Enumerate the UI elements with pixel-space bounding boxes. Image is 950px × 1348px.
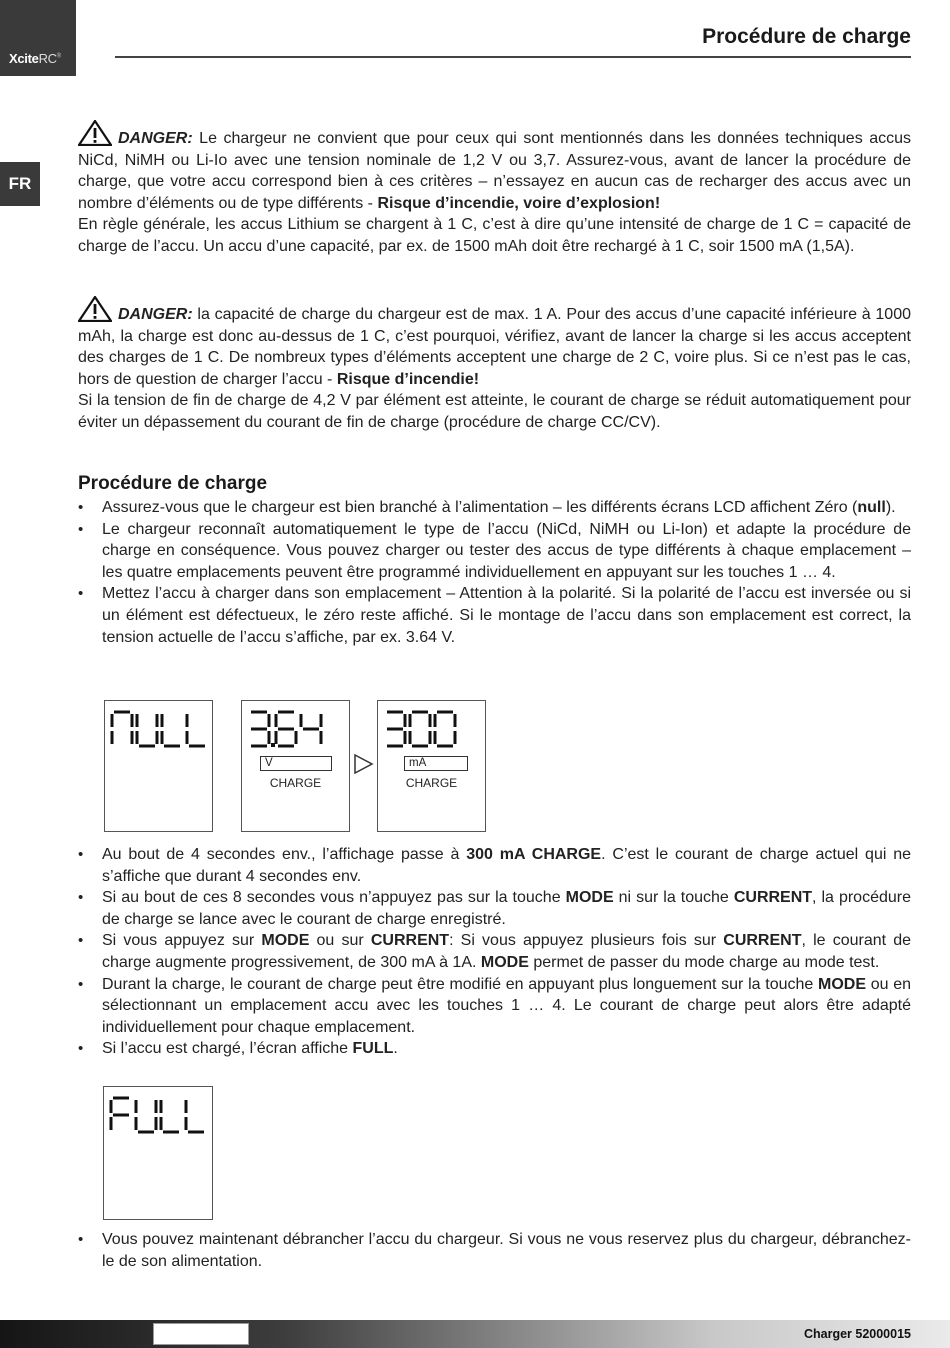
text-bold: MODE [818, 975, 866, 993]
arrow-right-icon [352, 754, 374, 774]
lcd-charge-label: CHARGE [405, 776, 458, 790]
brand-name: Xcite [9, 51, 39, 66]
text: . [393, 1040, 398, 1058]
list-item [78, 887, 911, 930]
danger-block-1 [78, 120, 911, 258]
final-list [78, 1229, 911, 1272]
danger-paragraph-1 [78, 120, 911, 214]
lcd-digit [162, 714, 180, 746]
brand-suffix: RC [38, 51, 57, 66]
text: permet de passer du mode charge au mode test. [528, 953, 880, 971]
text-bold: MODE [261, 932, 310, 950]
lcd-digit [251, 712, 269, 746]
lcd-digit [435, 712, 455, 746]
footer-product-code: Charger 52000015 [803, 1327, 911, 1341]
danger-emphasis: Risque d’incendie! [336, 370, 480, 388]
warning-triangle-icon [78, 120, 112, 146]
list-item [78, 974, 911, 1039]
lcd-digit [187, 714, 205, 746]
lcd-digits [378, 701, 485, 756]
list-item [78, 844, 911, 887]
brand-logo-text [9, 51, 61, 66]
lcd-charge-label: CHARGE [269, 776, 322, 790]
lcd-display-voltage [241, 700, 350, 832]
cc-cv-paragraph: Si la tension de fin de charge de 4,2 V par élément est atteinte, le courant de charge se réduit automatiquement pour éviter un dépassement du courant de fin de charge (procédure de charge CC/CV). [78, 392, 911, 431]
text: ou en sélectionnant un emplacement accu avec les touches 1 … 4. Le courant de charge peut alors être adapté individuellement pour chaque emplacement. [102, 975, 912, 1036]
danger-label: DANGER: [118, 306, 193, 323]
language-tab: FR [0, 162, 40, 206]
text-bold: FULL [352, 1040, 394, 1058]
lcd-unit-field: mA [404, 756, 468, 771]
list-item [78, 930, 911, 973]
text-bold: MODE [565, 889, 614, 907]
list-item: • Le chargeur reconnaît automatiquement le type de l’accu (NiCd, NiMH ou Li-Ion) et adapte la procédure de charge en conséquence. Vous pouvez charger ou tester des accus de type différents à chaque emplacement – les quatre emplacements peuvent être programmé individuellement en appuyant sur les touches 1 … 4. [78, 519, 911, 584]
text: Si au bout de ces 8 secondes vous n’appuyez pas sur la touche [102, 889, 566, 907]
lcd-display-full [103, 1086, 213, 1220]
text: Si l’accu est chargé, l’écran affiche [102, 1040, 353, 1058]
list-item [78, 1038, 911, 1060]
lithium-paragraph: En règle générale, les accus Lithium se chargent à 1 C, c’est à dire qu’une intensité de charge de 1 C = capacité de charge de l’accu. Un accu d’une capacité, par ex. de 1500 mAh doit être rechargé à 1 C, soir 1500 mA (1,5A). [78, 216, 911, 255]
danger-emphasis: Risque d’incendie, voire d’explosion! [377, 194, 661, 212]
brand-logo [0, 0, 76, 76]
text: Assurez-vous que le chargeur est bien branché à l’alimentation – les différents écrans LCD affichent Zéro ( [102, 499, 858, 516]
lcd-unit-field: V [260, 756, 332, 771]
lcd-digit [112, 712, 132, 744]
lcd-digit [136, 1100, 156, 1132]
text: ni sur la touche [613, 889, 734, 907]
text: . C’est le courant de charge actuel qui ne s’affiche que durant 4 secondes env. [102, 846, 912, 885]
danger-paragraph-2 [78, 296, 911, 390]
lcd-display-null [104, 700, 213, 832]
lcd-digit [410, 712, 430, 746]
lcd-digit [276, 712, 296, 746]
text-bold: CURRENT [723, 932, 802, 950]
brand-registered-mark: ® [56, 53, 61, 60]
lcd-digits [104, 1087, 212, 1142]
text: Durant la charge, le courant de charge peut être modifié en appuyant plus longuement sur la touche [102, 975, 818, 993]
text: ou sur [309, 932, 371, 950]
lcd-digit [387, 712, 405, 746]
text: , la procédure de charge se lance avec le courant de charge enregistré. [102, 889, 912, 928]
lcd-decimal-point [271, 743, 275, 747]
footer-page-box [153, 1323, 249, 1345]
text: : Si vous appuyez plusieurs fois sur [449, 932, 724, 950]
section-title: Procédure de charge [78, 473, 268, 494]
text-bold: MODE [480, 953, 529, 971]
lcd-digit [111, 1098, 129, 1130]
lcd-digit [161, 1100, 179, 1132]
text-bold: CURRENT [370, 932, 450, 950]
list-item: • Mettez l’accu à charger dans son emplacement – Attention à la polarité. Si la polarité de l’accu est inversée ou si un élément est défectueux, le zéro reste affiché. Si le montage de l’accu dans son emplacement est correct, la tension actuelle de l’accu s’affiche, par ex. 3.64 V. [78, 583, 911, 648]
warning-triangle-icon [78, 296, 112, 322]
lcd-digits [242, 701, 349, 756]
danger-block-2 [78, 296, 911, 434]
header-divider [115, 56, 911, 58]
text: , le courant de charge augmente progressivement, de 300 mA à 1A. [102, 932, 912, 971]
lcd-digits [105, 701, 212, 756]
lcd-digit [301, 714, 321, 744]
text: Au bout de 4 secondes env., l’affichage passe à [102, 846, 467, 863]
page-title: Procédure de charge [702, 25, 911, 48]
lcd-digit [137, 714, 157, 746]
danger-text: la capacité de charge du chargeur est de max. 1 A. Pour des accus d’une capacité inférieure à 1000 mAh, la charge est donc au-dessus de 1 C, c’est pourquoi, vérifiez, avant de lancer la charge si les accus acceptent des charges de 1 C. De nombreux types d’éléments acceptent une charge de 2 C, voire plus. Si ce n’est pas le cas, hors de question de charger l’accu - [78, 306, 911, 388]
lcd-digit [186, 1100, 204, 1132]
charge-details-list [78, 844, 911, 1060]
lcd-display-current [377, 700, 486, 832]
text-bold: 300 mA CHARGE [466, 846, 602, 863]
text: Si vous appuyez sur [102, 932, 262, 950]
text: ). [885, 499, 896, 516]
text-bold: CURRENT [733, 889, 813, 907]
danger-text: Le chargeur ne convient que pour ceux qui sont mentionnés dans les données techniques accus NiCd, NiMH ou Li-Io avec une tension nominale de 1,2 V ou 3,7. Assurez-vous, avant de lancer la procédure de charge, que votre accu correspond bien à ces critères – n’essayez en aucun cas de recharger des accus avec un nombre d’éléments ou de type différents - [78, 130, 911, 212]
danger-label: DANGER: [118, 130, 193, 147]
list-item: • Vous pouvez maintenant débrancher l’accu du chargeur. Si vous ne vous reservez plus du chargeur, débranchez-le de son alimentation. [78, 1229, 911, 1272]
list-item [78, 497, 911, 519]
charge-steps-list [78, 497, 911, 648]
text-bold: null [857, 499, 886, 516]
